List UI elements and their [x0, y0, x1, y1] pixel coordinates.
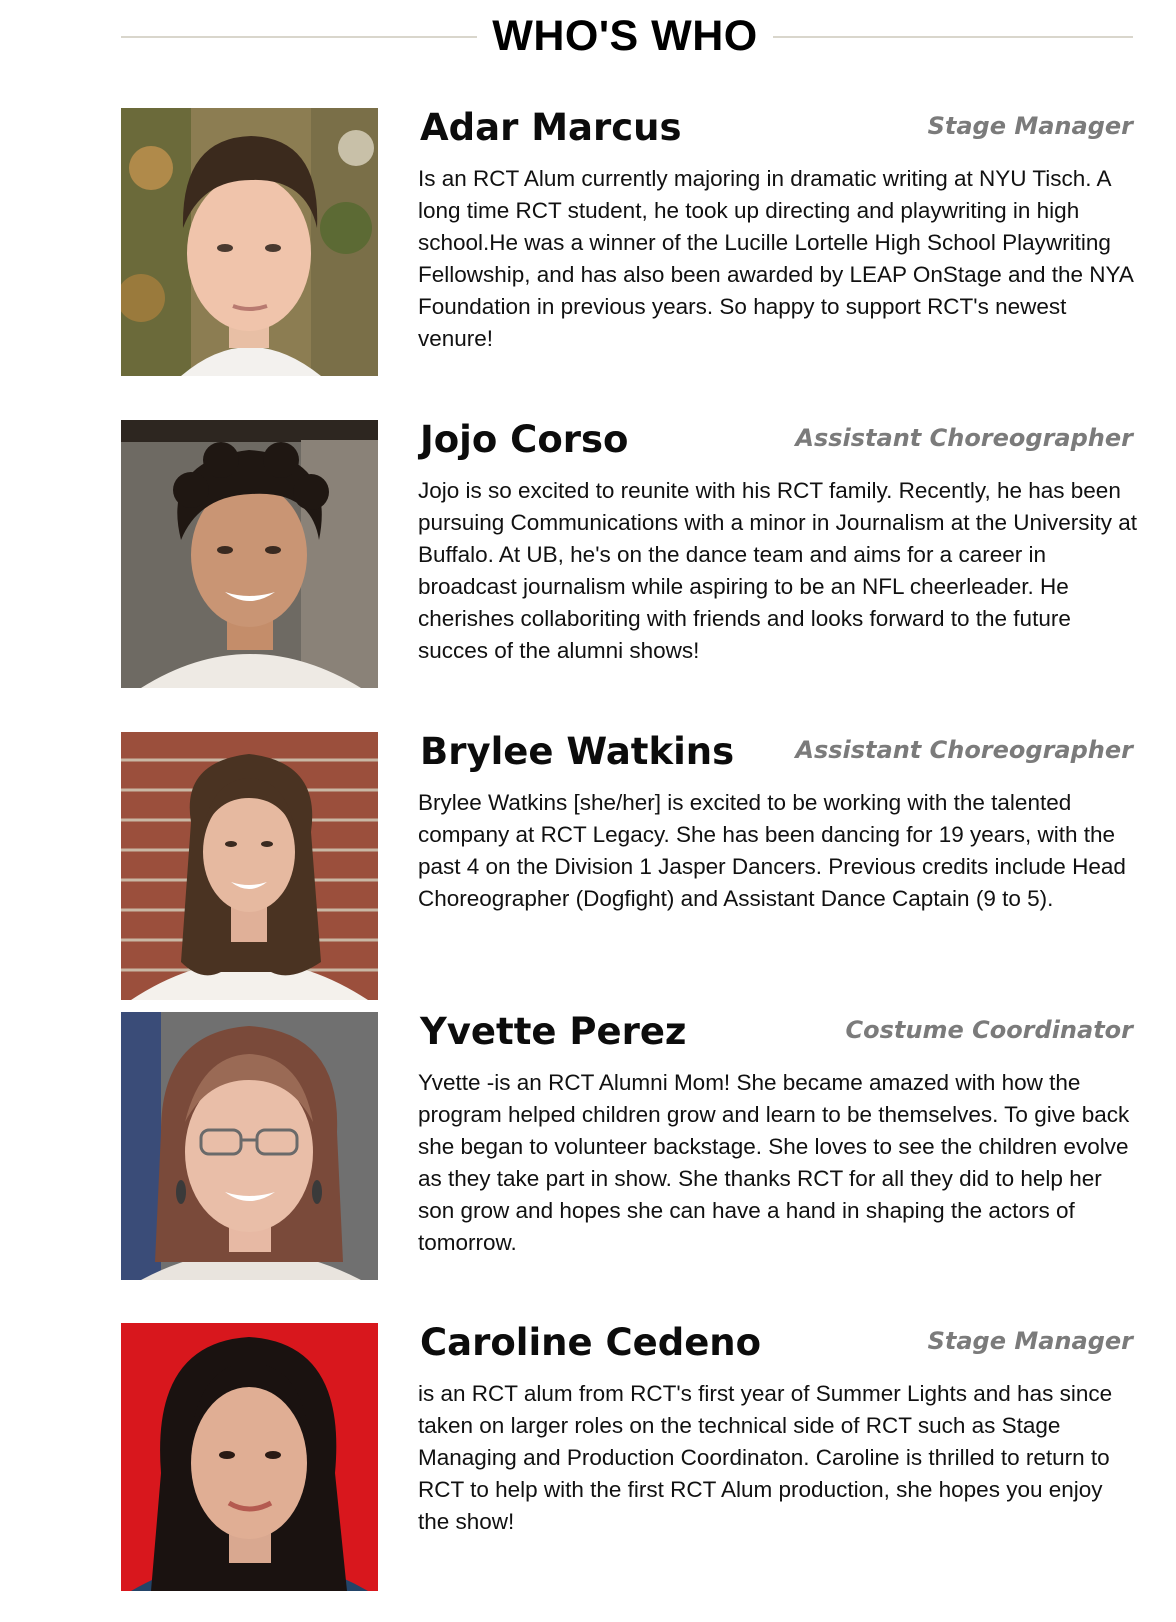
person-role: Assistant Choreographer: [795, 424, 1133, 452]
headshot-photo: [121, 1323, 378, 1591]
page-title: WHO'S WHO: [492, 12, 758, 60]
portrait-image: [121, 732, 378, 1000]
person-bio: Jojo is so excited to reunite with his RCT family. Recently, he has been pursuing Communications with a minor in Journalism at the University at Buffalo. At UB, he's on the dance team and aims for a career in broadcast journalism while aspiring to be an NFL cheerleader. He cherishes collaboriting with friends and looks forward to the future succes of the alumni shows!: [418, 478, 1138, 663]
headshot-photo: [121, 420, 378, 688]
person-name: Jojo Corso: [420, 418, 629, 461]
person-bio: Is an RCT Alum currently majoring in dramatic writing at NYU Tisch. A long time RCT student, he took up directing and playwriting in high school.He was a winner of the Lucille Lortelle High School Playwriting Fellowship, and has also been awarded by LEAP OnStage and the NYA Foundation in previous years. So happy to support RCT's newest venure!: [418, 166, 1133, 351]
portrait-image: [121, 108, 378, 376]
person-name: Caroline Cedeno: [420, 1321, 762, 1364]
person-bio: Brylee Watkins [she/her] is excited to be working with the talented company at RCT Legacy. She has been dancing for 19 years, with the past 4 on the Division 1 Jasper Dancers. Previous credits include Head Choreographer (Dogfight) and Assistant Dance Captain (9 to 5).: [418, 790, 1126, 911]
portrait-image: [121, 1323, 378, 1591]
bio-entry-brylee-watkins: [121, 732, 1133, 1002]
person-bio: Yvette -is an RCT Alumni Mom! She became amazed with how the program helped children grow and learn to be themselves. To give back she began to volunteer backstage. She loves to see the children evolve as they take part in show. She thanks RCT for all they did to help her son grow and hopes she can have a hand in shaping the actors of tomorrow.: [418, 1070, 1130, 1255]
bio-entry-yvette-perez: [121, 1012, 1133, 1282]
person-role: Costume Coordinator: [845, 1016, 1133, 1044]
header-rule-right: [773, 36, 1133, 38]
person-name: Adar Marcus: [420, 106, 682, 149]
person-role: Stage Manager: [927, 1327, 1133, 1355]
headshot-photo: [121, 1012, 378, 1280]
bio-entry-jojo-corso: [121, 418, 1138, 690]
person-name: Brylee Watkins: [420, 730, 735, 773]
portrait-image: [121, 1012, 378, 1280]
person-bio: is an RCT alum from RCT's first year of Summer Lights and has since taken on larger roles on the technical side of RCT such as Stage Managing and Production Coordinaton. Caroline is thrilled to return to RCT to help with the first RCT Alum production, she hopes you enjoy the show!: [418, 1381, 1113, 1534]
portrait-image: [121, 420, 378, 688]
person-role: Assistant Choreographer: [795, 736, 1133, 764]
person-role: Stage Manager: [927, 112, 1133, 140]
headshot-photo: [121, 732, 378, 1000]
bio-entry-adar-marcus: [121, 108, 1133, 378]
headshot-photo: [121, 108, 378, 376]
page-header: [121, 8, 1133, 66]
header-rule-left: [121, 36, 477, 38]
person-name: Yvette Perez: [420, 1010, 687, 1053]
bio-entry-caroline-cedeno: [121, 1323, 1133, 1593]
